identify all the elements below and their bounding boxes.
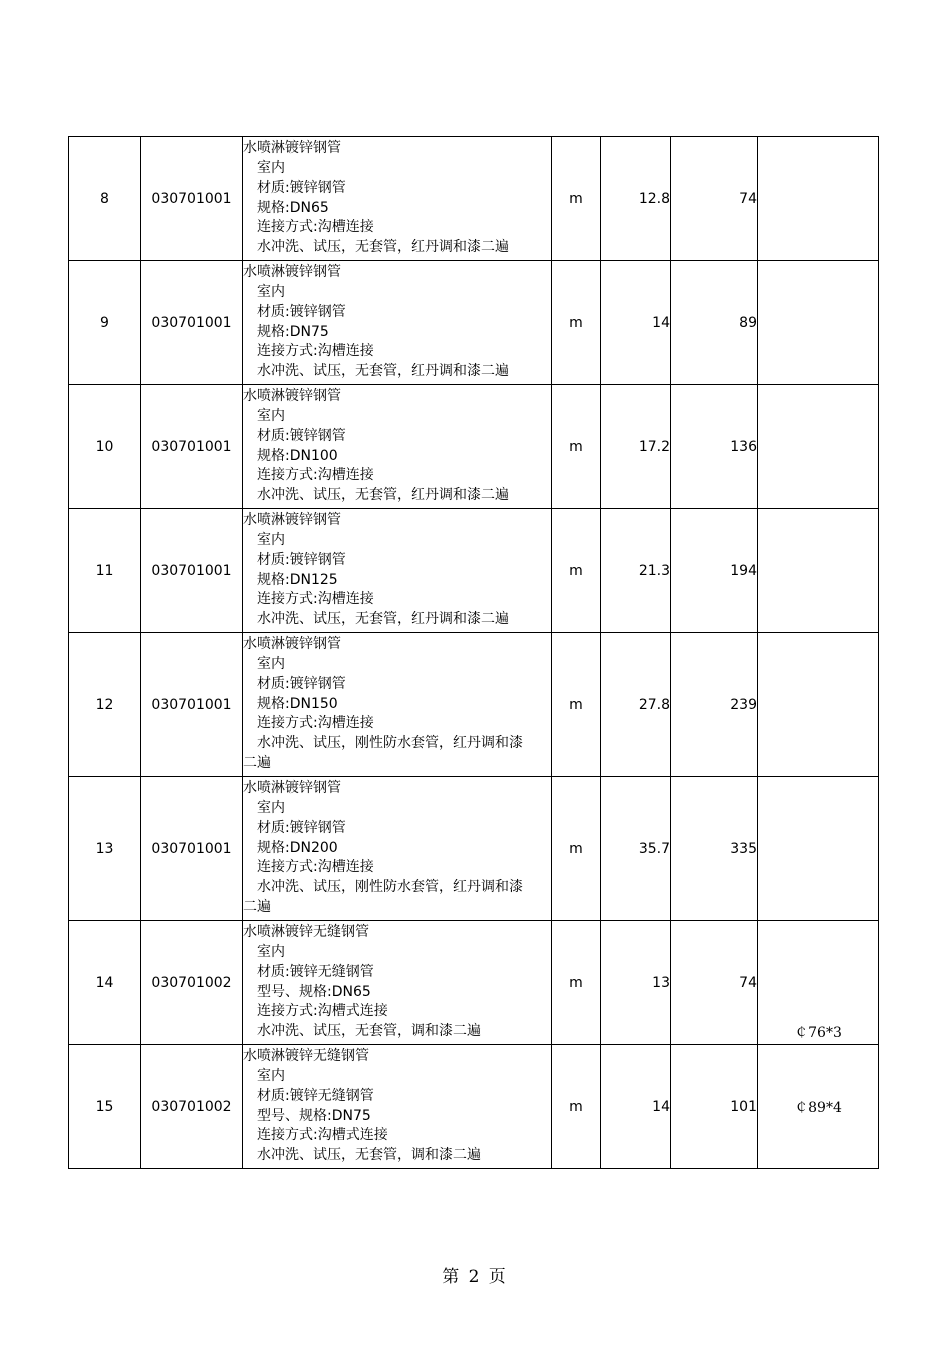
- description-line: 连接方式:沟槽连接: [243, 219, 374, 236]
- unit-cell: m: [552, 777, 601, 921]
- description-line: 连接方式:沟槽连接: [243, 715, 374, 732]
- amount-cell: 239: [671, 633, 758, 777]
- amount-cell: 136: [671, 385, 758, 509]
- item-code-cell: 030701002: [141, 921, 243, 1045]
- description-line: 材质:镀锌钢管: [243, 179, 346, 196]
- quantity-cell: 17.2: [601, 385, 671, 509]
- quantity-cell: 27.8: [601, 633, 671, 777]
- description-line: 连接方式:沟槽连接: [243, 591, 374, 608]
- unit-cell: m: [552, 633, 601, 777]
- unit-cell: m: [552, 261, 601, 385]
- description-line: 水冲洗、试压，无套管，红丹调和漆二遍: [243, 487, 509, 504]
- description-line: 室内: [243, 800, 285, 816]
- remark-text: ￠89*4: [794, 1099, 842, 1116]
- unit-cell: m: [552, 509, 601, 633]
- item-number-cell: 9: [69, 261, 141, 385]
- description-line: 水喷淋镀锌钢管: [243, 512, 341, 529]
- item-number-cell: 14: [69, 921, 141, 1045]
- description-line: 二遍: [243, 754, 271, 771]
- description-line: 连接方式:沟槽连接: [243, 343, 374, 360]
- description-line: 规格:DN75: [243, 323, 329, 340]
- table-row: [69, 777, 879, 921]
- description-line: 水喷淋镀锌钢管: [243, 264, 341, 281]
- description-line: 材质:镀锌钢管: [243, 551, 346, 568]
- description-line: 连接方式:沟槽连接: [243, 467, 374, 484]
- item-number-cell: 13: [69, 777, 141, 921]
- item-code-cell: 030701001: [141, 633, 243, 777]
- description-line: 材质:镀锌钢管: [243, 675, 346, 692]
- item-description-cell: [243, 385, 552, 509]
- description-line: 水喷淋镀锌无缝钢管: [243, 1048, 369, 1065]
- item-code-cell: 030701001: [141, 777, 243, 921]
- table-row: [69, 137, 879, 261]
- item-number-cell: 12: [69, 633, 141, 777]
- remark-cell: [758, 509, 879, 633]
- description-line: 水冲洗、试压，无套管，红丹调和漆二遍: [243, 239, 509, 256]
- amount-cell: 335: [671, 777, 758, 921]
- item-code-cell: 030701002: [141, 1045, 243, 1169]
- table-row: [69, 633, 879, 777]
- description-line: 水喷淋镀锌钢管: [243, 780, 341, 797]
- item-number-cell: 10: [69, 385, 141, 509]
- description-line: 连接方式:沟槽连接: [243, 859, 374, 876]
- remark-cell: [758, 385, 879, 509]
- amount-cell: 194: [671, 509, 758, 633]
- page-number: 第 2 页: [442, 1267, 508, 1287]
- description-line: 型号、规格:DN65: [243, 983, 371, 1000]
- description-line: 水喷淋镀锌无缝钢管: [243, 924, 369, 941]
- description-line: 水冲洗、试压，无套管，调和漆二遍: [243, 1147, 481, 1164]
- description-line: 室内: [243, 283, 285, 300]
- unit-cell: m: [552, 385, 601, 509]
- remark-cell: [758, 921, 879, 1045]
- remark-cell: [758, 137, 879, 261]
- description-line: 室内: [243, 943, 285, 960]
- description-line: 水冲洗、试压，无套管，红丹调和漆二遍: [243, 611, 509, 628]
- remark-cell: [758, 777, 879, 921]
- quantity-cell: 12.8: [601, 137, 671, 261]
- description-line: 规格:DN150: [243, 695, 338, 712]
- item-description-cell: [243, 777, 552, 921]
- description-line: 材质:镀锌无缝钢管: [243, 963, 374, 980]
- table-row: [69, 509, 879, 633]
- description-line: 水喷淋镀锌钢管: [243, 140, 341, 157]
- description-line: 型号、规格:DN75: [243, 1107, 371, 1124]
- description-line: 水冲洗、试压，刚性防水套管，红丹调和漆: [243, 735, 523, 752]
- description-line: 连接方式:沟槽式连接: [243, 1127, 388, 1144]
- quantity-cell: 21.3: [601, 509, 671, 633]
- item-description-cell: [243, 261, 552, 385]
- remark-text: ￠76*3: [794, 1025, 842, 1041]
- quantity-cell: 14: [601, 1045, 671, 1169]
- quantity-cell: 14: [601, 261, 671, 385]
- item-description-cell: [243, 509, 552, 633]
- item-number-cell: 15: [69, 1045, 141, 1169]
- remark-cell: [758, 1045, 879, 1169]
- unit-cell: m: [552, 1045, 601, 1169]
- description-line: 规格:DN65: [243, 199, 329, 216]
- item-code-cell: 030701001: [141, 509, 243, 633]
- item-code-cell: 030701001: [141, 137, 243, 261]
- description-line: 室内: [243, 407, 285, 424]
- table-body: [69, 137, 879, 1169]
- description-line: 水冲洗、试压，无套管，调和漆二遍: [243, 1023, 481, 1040]
- unit-cell: m: [552, 921, 601, 1045]
- item-number-cell: 8: [69, 137, 141, 261]
- description-line: 水冲洗、试压，刚性防水套管，红丹调和漆: [243, 879, 523, 896]
- item-number-cell: 11: [69, 509, 141, 633]
- description-line: 材质:镀锌钢管: [243, 427, 346, 444]
- description-line: 规格:DN100: [243, 447, 338, 464]
- description-line: 规格:DN200: [243, 839, 338, 856]
- amount-cell: 74: [671, 921, 758, 1045]
- description-line: 水冲洗、试压，无套管，红丹调和漆二遍: [243, 363, 509, 380]
- item-description-cell: [243, 1045, 552, 1169]
- amount-cell: 74: [671, 137, 758, 261]
- description-line: 材质:镀锌钢管: [243, 819, 346, 836]
- quantity-cell: 35.7: [601, 777, 671, 921]
- description-line: 材质:镀锌钢管: [243, 303, 346, 320]
- item-description-cell: [243, 921, 552, 1045]
- table-row: [69, 385, 879, 509]
- description-line: 连接方式:沟槽式连接: [243, 1003, 388, 1020]
- item-code-cell: 030701001: [141, 385, 243, 509]
- description-line: 室内: [243, 159, 285, 176]
- item-code-cell: 030701001: [141, 261, 243, 385]
- description-line: 水喷淋镀锌钢管: [243, 636, 341, 653]
- quantity-cell: 13: [601, 921, 671, 1045]
- unit-cell: m: [552, 137, 601, 261]
- remark-cell: [758, 261, 879, 385]
- amount-cell: 101: [671, 1045, 758, 1169]
- bill-of-quantities-table: [68, 136, 879, 1169]
- item-description-cell: [243, 137, 552, 261]
- description-line: 二遍: [243, 898, 271, 915]
- description-line: 室内: [243, 1067, 285, 1084]
- item-description-cell: [243, 633, 552, 777]
- description-line: 室内: [243, 656, 285, 672]
- description-line: 规格:DN125: [243, 571, 338, 588]
- description-line: 室内: [243, 531, 285, 548]
- remark-cell: [758, 633, 879, 777]
- description-line: 水喷淋镀锌钢管: [243, 388, 341, 405]
- table-row: [69, 921, 879, 1045]
- amount-cell: 89: [671, 261, 758, 385]
- description-line: 材质:镀锌无缝钢管: [243, 1087, 374, 1104]
- table-row: [69, 1045, 879, 1169]
- table-row: [69, 261, 879, 385]
